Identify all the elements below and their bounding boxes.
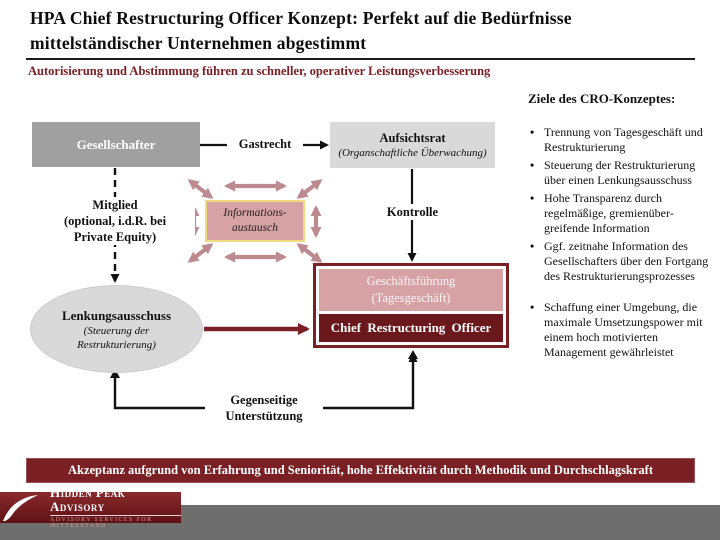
aufsichtsrat-box — [330, 122, 495, 168]
mitglied-line-2: (optional, i.d.R. bei — [63, 214, 167, 228]
lenkungsausschuss-ellipse — [30, 285, 203, 373]
gesellschafter-box — [32, 122, 200, 167]
gastrecht-label: Gastrecht — [227, 136, 303, 152]
kontrolle-label: Kontrolle — [375, 204, 450, 220]
cro-label: Chief Restructuring Officer — [330, 320, 492, 335]
logo-peak-swoosh-icon — [2, 493, 48, 522]
info-line-1: Informations- — [223, 207, 287, 219]
cro-goals-sidebar — [528, 91, 712, 363]
slide-subtitle: Autorisierung und Abstimmung führen zu schneller, operativer Leistungsverbesserung — [28, 64, 491, 78]
gegenseitige-unterstuetzung-label — [205, 392, 323, 424]
mitglied-line-1: Mitglied — [92, 198, 138, 212]
geschaeftsfuehrung-box — [319, 269, 503, 311]
logo-title: Hidden Peak Advisory — [50, 486, 181, 516]
cro-container-box — [313, 263, 509, 348]
lenkung-sub-2: Restrukturierung) — [77, 338, 156, 351]
gegenseitig-line-2: Unterstützung — [225, 409, 303, 423]
page-title: HPA Chief Restructuring Officer Konzept: Perfekt auf die Bedürfnisse mittelständischer Unternehmen abgestimmt — [30, 8, 572, 54]
gegenseitig-line-1: Gegenseitige — [230, 393, 298, 407]
informationsaustausch-box — [205, 200, 305, 242]
hpa-logo — [0, 485, 181, 529]
mutual-support-arrowhead-right — [408, 350, 418, 359]
mitglied-line-3: Private Equity) — [73, 230, 157, 244]
akzeptanz-banner — [26, 458, 695, 483]
logo-subtitle: ADVISORY SERVICES FOR MITTELSTAND — [50, 517, 153, 529]
gf-line-2: (Tagesgeschäft) — [371, 291, 451, 305]
lenkung-title: Lenkungsausschuss — [61, 307, 172, 323]
aufsichtsrat-title: Aufsichtsrat — [379, 130, 446, 145]
cro-goal-item: • Trennung von Tagesgeschäft und Restrukturierung — [528, 125, 712, 155]
info-line-2: austausch — [232, 222, 278, 234]
mitglied-label — [35, 197, 195, 245]
gf-line-1: Geschäftsführung — [366, 274, 456, 288]
akzeptanz-banner-text: Akzeptanz aufgrund von Erfahrung und Seniorität, hohe Effektivität durch Methodik und Durchschlagskraft — [67, 463, 654, 477]
cro-goal-item: • Ggf. zeitnahe Information des Gesellschafters über den Fortgang des Restrukturierungsprozesses — [528, 239, 712, 284]
cro-goal-item: • Schaffung einer Umgebung, die maximale Umsetzungspower mit einem hoch motivierten Management gewährleistet — [528, 300, 712, 360]
aufsichtsrat-subtitle: (Organschaftliche Überwachung) — [338, 146, 487, 159]
cro-box — [319, 314, 503, 342]
cro-goals-list — [528, 125, 712, 360]
cro-goal-item: • Hohe Transparenz durch regelmäßige, gremienübergreifende Information — [528, 191, 712, 236]
gesellschafter-label: Gesellschafter — [76, 136, 156, 152]
cro-goals-heading: Ziele des CRO-Konzeptes: — [528, 91, 676, 106]
lenkung-sub-1: (Steuerung der — [83, 324, 150, 337]
cro-goal-item: • Steuerung der Restrukturierung über einen Lenkungsausschuss — [528, 158, 712, 188]
logo-text-block — [50, 486, 181, 529]
